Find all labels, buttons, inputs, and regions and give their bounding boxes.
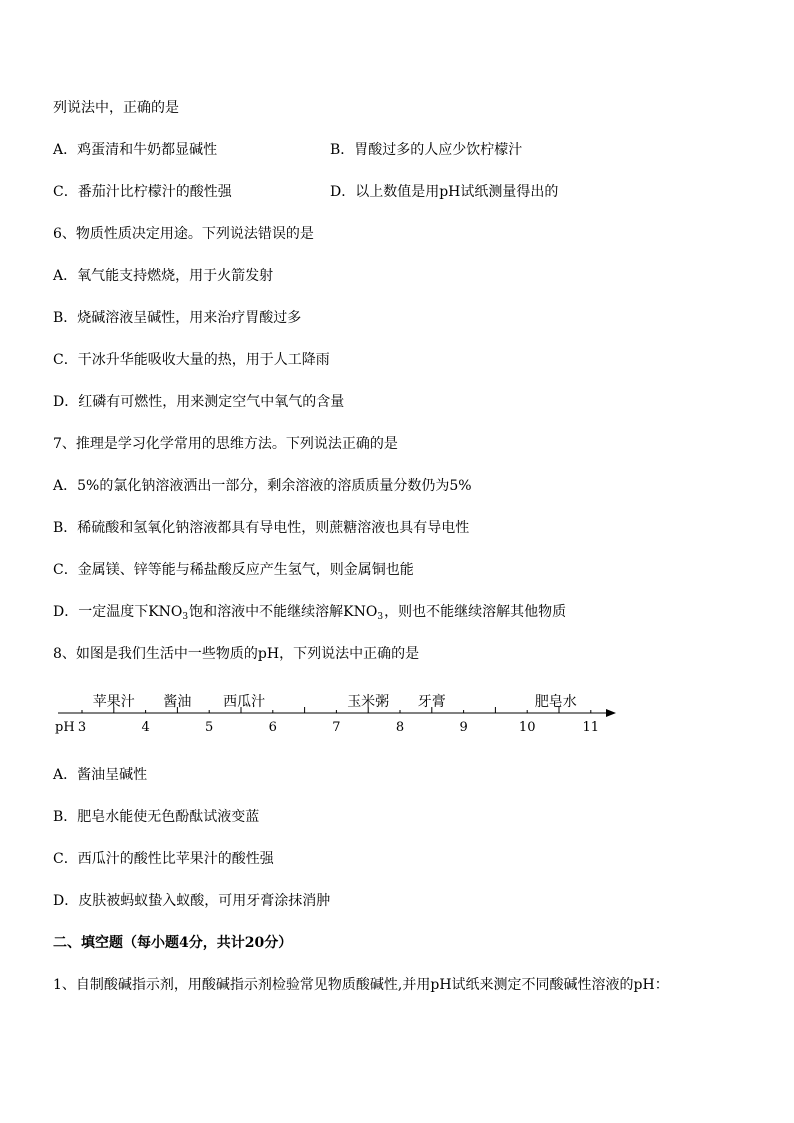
q7-option-a: A．5%的氯化钠溶液洒出一部分，剩余溶液的溶质质量分数仍为5%	[53, 478, 472, 494]
ph-tick-label: 4	[141, 720, 150, 735]
ph-tick-label: 7	[332, 720, 341, 735]
ph-substance-label: 西瓜汁	[223, 694, 266, 710]
q6-option-a: A．氧气能支持燃烧，用于火箭发射	[53, 268, 274, 284]
ph-substance-label: 苹果汁	[92, 694, 135, 710]
ph-tick-label: 8	[395, 720, 405, 735]
q8-option-a: A．酱油呈碱性	[53, 767, 148, 783]
ph-substance-label: 玉米粥	[347, 694, 390, 710]
q5-option-a: A．鸡蛋清和牛奶都显碱性	[53, 142, 218, 158]
q7-option-d	[53, 603, 566, 626]
ph-axis-arrow	[606, 709, 616, 717]
q6-option-c: C．干冰升华能吸收大量的热，用于人工降雨	[53, 352, 330, 368]
q7-option-d-subscript-1: 3	[182, 612, 189, 622]
ph-tick-label: 11	[582, 720, 600, 735]
ph-substance-label: 肥皂水	[534, 694, 577, 710]
q7-option-b: B．稀硫酸和氢氧化钠溶液都具有导电性，则蔗糖溶液也具有导电性	[53, 520, 470, 536]
q8-option-c: C．西瓜汁的酸性比苹果汁的酸性强	[53, 851, 274, 867]
q8-option-d: D．皮肤被蚂蚁蛰入蚁酸，可用牙膏涂抹消肿	[53, 893, 331, 909]
q6-option-b: B．烧碱溶液呈碱性，用来治疗胃酸过多	[53, 310, 302, 326]
q5-stem-tail: 列说法中，正确的是	[53, 100, 179, 116]
q8-option-b: B．肥皂水能使无色酚酞试液变蓝	[53, 809, 260, 825]
q7-option-c: C．金属镁、锌等能与稀盐酸反应产生氢气，则金属铜也能	[53, 562, 414, 578]
q6-option-d: D．红磷有可燃性，用来测定空气中氧气的含量	[53, 394, 345, 410]
section-2-heading: 二、填空题（每小题4分，共计20分）	[53, 935, 293, 951]
ph-axis-label: pH	[55, 720, 75, 735]
q5-option-b: B．胃酸过多的人应少饮柠檬汁	[330, 142, 523, 158]
q7-option-d-part3: ，则也不能继续溶解其他物质	[384, 604, 567, 620]
q7-stem: 7、推理是学习化学常用的思维方法。下列说法正确的是	[53, 436, 398, 452]
section-2-q1: 1、自制酸碱指示剂，用酸碱指示剂检验常见物质酸碱性,并用pH试纸来测定不同酸碱性溶液的pH：	[53, 977, 669, 993]
ph-substance-label: 酱油	[163, 694, 192, 710]
q7-option-d-part1: D．一定温度下KNO	[53, 604, 183, 620]
q8-stem: 8、如图是我们生活中一些物质的pH，下列说法中正确的是	[53, 646, 420, 662]
q5-option-c: C．番茄汁比柠檬汁的酸性强	[53, 184, 232, 200]
q7-option-d-part2: 饱和溶液中不能继续溶解KNO	[189, 604, 378, 620]
q7-option-d-subscript-2: 3	[377, 612, 384, 622]
q5-option-d: D．以上数值是用pH试纸测量得出的	[330, 184, 559, 200]
ph-tick-label: 9	[459, 720, 468, 735]
ph-tick-label: 5	[205, 720, 214, 735]
ph-tick-label: 10	[518, 720, 536, 735]
q6-stem: 6、物质性质决定用途。下列说法错误的是	[53, 226, 314, 242]
ph-substance-label: 牙膏	[417, 694, 446, 710]
ph-tick-label: 6	[268, 720, 277, 735]
ph-tick-label: 3	[77, 720, 87, 735]
